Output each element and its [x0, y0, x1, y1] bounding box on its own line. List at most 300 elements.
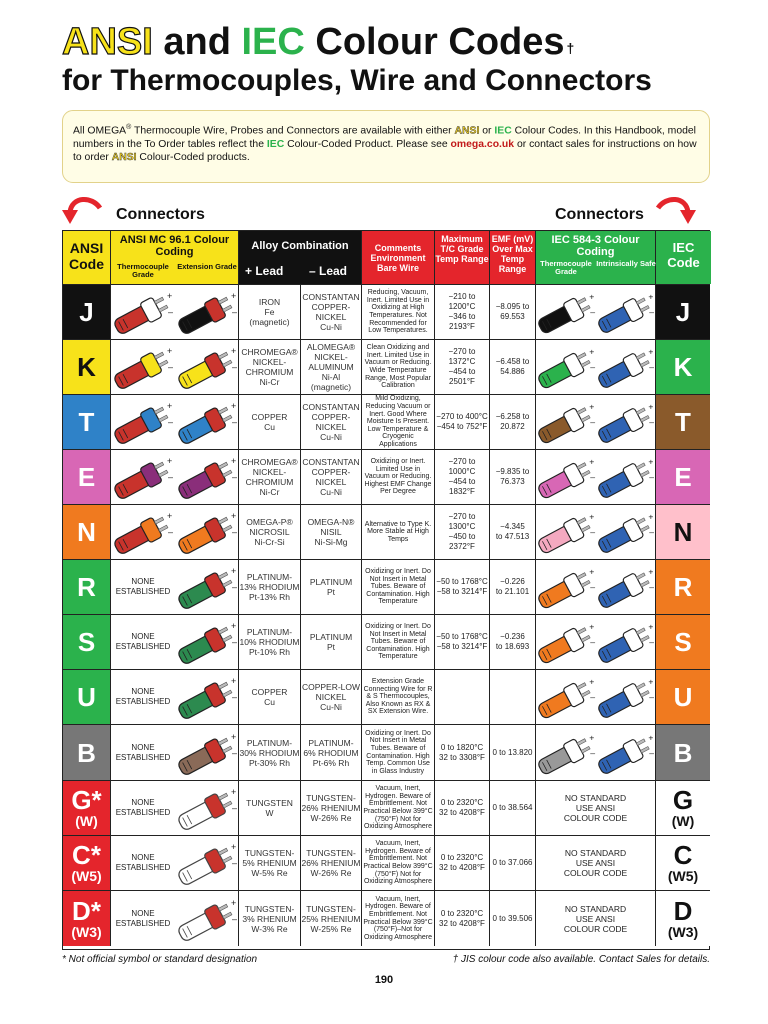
- intro-text: Colour-Coded Product. Please see: [284, 138, 451, 150]
- minus-lead: PLATINUM Pt: [301, 615, 362, 669]
- connector-plug-icon: [596, 674, 655, 720]
- header-iec-safe: Intrinsically Safe: [596, 259, 656, 268]
- plus-lead: TUNGSTEN- 3% RHENIUM W-3% Re: [239, 891, 301, 946]
- intro-text: All OMEGA: [73, 125, 127, 137]
- svg-text:+: +: [230, 731, 236, 742]
- svg-text:–: –: [590, 581, 596, 592]
- minus-lead: CONSTANTAN COPPER- NICKEL Cu-Ni: [301, 450, 362, 504]
- connector-plug-icon: [596, 454, 655, 500]
- header-ansi-code: ANSI Code: [63, 231, 111, 284]
- ansi-ext-connector: [175, 891, 239, 946]
- comments: Reducing, Vacuum, Inert. Limited Use in Oxidizing at High Temperatures. Not Recommended for Low Temperatures.: [362, 285, 435, 339]
- svg-text:–: –: [231, 527, 237, 537]
- intro-text: or contact sales for instructions on how to order: [73, 138, 697, 164]
- iec-tc-connector: [536, 450, 596, 504]
- temp-range: 0 to 2320°C 32 to 4208°F: [435, 781, 490, 835]
- svg-text:–: –: [231, 472, 237, 482]
- comments: Vacuum, Inert, Hydrogen. Beware of Embrittlement. Not Practical Below 399°C (750°F) Not for Oxidizing Atmosphere: [362, 836, 435, 890]
- svg-text:+: +: [230, 346, 236, 356]
- emf-range: −0.226 to 21.101: [490, 560, 536, 614]
- ansi-code-cell: [63, 560, 111, 614]
- ansi-code-cell: [63, 505, 111, 559]
- temp-range: −270 to 1300°C −450 to 2372°F: [435, 505, 490, 559]
- connector-plug-icon: [536, 674, 596, 720]
- none-established: NONE ESTABLISHED: [115, 742, 171, 762]
- svg-text:–: –: [649, 636, 655, 647]
- ansi-code-alt: (W5): [71, 868, 102, 884]
- temp-range: −270 to 400°C −454 to 752°F: [435, 395, 490, 449]
- intro-iec: IEC: [494, 125, 512, 137]
- comments: Oxidizing or Inert. Do Not Insert in Metal Tubes. Beware of Contamination. High Temp. Common Use in Glass Industry: [362, 725, 435, 780]
- iec-code-cell: [656, 615, 710, 669]
- curved-arrow-left-icon: [58, 194, 108, 234]
- comments: Alternative to Type K. More Stable at High Temps: [362, 505, 435, 559]
- header-minus-lead: – Lead: [309, 264, 348, 278]
- svg-text:–: –: [231, 747, 237, 758]
- intro-box: [62, 110, 710, 183]
- connector-plug-icon: [536, 730, 596, 776]
- svg-text:+: +: [589, 566, 595, 577]
- comments: Vacuum, Inert, Hydrogen. Beware of Embrittlement. Not Practical Below 399°C (750°F) Not for Oxidizing Atmosphere: [362, 781, 435, 835]
- svg-text:+: +: [589, 291, 595, 302]
- table-row: [63, 724, 709, 780]
- minus-lead: PLATINUM Pt: [301, 560, 362, 614]
- header-alloy: [239, 231, 362, 284]
- ansi-ext-connector: [175, 781, 239, 835]
- svg-text:+: +: [589, 401, 595, 412]
- minus-lead: OMEGA-N® NISIL Ni-Si-Mg: [301, 505, 362, 559]
- table-row: [63, 669, 709, 724]
- svg-text:–: –: [168, 417, 174, 427]
- ansi-ext-connector: [175, 725, 239, 780]
- connector-plug-icon: [112, 454, 174, 500]
- iec-safe-connector: [596, 395, 656, 449]
- header-tc-grade: Thermocouple Grade: [117, 262, 169, 279]
- minus-lead: TUNGSTEN- 25% RHENIUM W-25% Re: [301, 891, 362, 946]
- header-emf: EMF (mV) Over Max Temp Range: [490, 231, 536, 284]
- header-max-temp: Maximum T/C Grade Temp Range: [435, 231, 490, 284]
- connector-plug-icon: [596, 564, 655, 610]
- temp-range: −50 to 1768°C −58 to 3214°F: [435, 615, 490, 669]
- connector-plug-icon: [596, 399, 655, 445]
- iec-tc-connector: [536, 395, 596, 449]
- iec-code: S: [674, 627, 692, 657]
- minus-lead: PLATINUM- 6% RHODIUM Pt-6% Rh: [301, 725, 362, 780]
- iec-code-cell: [656, 505, 710, 559]
- intro-ansi: ANSI: [454, 125, 480, 137]
- iec-tc-connector: [536, 505, 596, 559]
- no-standard: NO STANDARD USE ANSI COLOUR CODE: [536, 891, 656, 946]
- connector-plug-icon: [536, 289, 596, 335]
- none-established: NONE ESTABLISHED: [115, 908, 171, 928]
- iec-code-cell: [656, 781, 710, 835]
- iec-tc-connector: [536, 725, 596, 780]
- footnote-jis: † JIS colour code also available. Contact Sales for details.: [452, 954, 710, 965]
- svg-text:+: +: [230, 676, 236, 686]
- connectors-label-ansi: Connectors: [116, 206, 205, 223]
- svg-text:+: +: [230, 456, 236, 466]
- iec-safe-connector: [596, 340, 656, 394]
- emf-range: 0 to 37.066: [490, 836, 536, 890]
- iec-code-cell: [656, 891, 710, 946]
- svg-text:–: –: [649, 526, 655, 537]
- svg-text:+: +: [230, 291, 236, 301]
- svg-text:–: –: [231, 417, 237, 427]
- svg-text:+: +: [589, 731, 595, 742]
- no-standard: NO STANDARD USE ANSI COLOUR CODE: [536, 781, 656, 835]
- connector-plug-icon: [112, 399, 174, 445]
- minus-lead: COPPER-LOW NICKEL Cu-Ni: [301, 670, 362, 724]
- curved-arrow-right-icon: [652, 194, 708, 234]
- svg-text:–: –: [590, 471, 596, 482]
- ansi-code: J: [79, 297, 94, 327]
- iec-code: T: [675, 407, 691, 437]
- ansi-code-cell: [63, 340, 111, 394]
- emf-range: 0 to 13.820: [490, 725, 536, 780]
- ansi-code: U: [77, 682, 96, 712]
- header-alloy-title: Alloy Combination: [251, 240, 349, 252]
- iec-safe-connector: [596, 615, 656, 669]
- emf-range: −9.835 to 76.373: [490, 450, 536, 504]
- table-row: [63, 339, 709, 394]
- header-plus-lead: + Lead: [245, 264, 284, 278]
- website-link[interactable]: omega.co.uk: [450, 138, 515, 150]
- iec-code: G: [672, 785, 694, 815]
- svg-text:–: –: [231, 582, 237, 592]
- emf-range: −6.258 to 20.872: [490, 395, 536, 449]
- ansi-code-cell: [63, 670, 111, 724]
- ansi-code: C*: [72, 840, 101, 870]
- header-ansi-mc-title: ANSI MC 96.1 Colour Coding: [119, 234, 230, 258]
- iec-code: J: [675, 297, 691, 327]
- svg-text:–: –: [649, 747, 655, 758]
- ansi-code-cell: [63, 285, 111, 339]
- plus-lead: PLATINUM- 13% RHODIUM Pt-13% Rh: [239, 560, 301, 614]
- ansi-ext-connector: [175, 836, 239, 890]
- table-row: [63, 559, 709, 614]
- ansi-tc-connector: [111, 285, 175, 339]
- table-row: [63, 835, 709, 890]
- temp-range: −50 to 1768°C −58 to 3214°F: [435, 560, 490, 614]
- minus-lead: CONSTANTAN COPPER- NICKEL Cu-Ni: [301, 285, 362, 339]
- none-established: NONE ESTABLISHED: [115, 853, 171, 872]
- connector-plug-icon: [536, 344, 596, 390]
- ansi-code-alt: (W): [75, 813, 98, 829]
- svg-text:+: +: [230, 511, 236, 521]
- ansi-ext-connector: [175, 560, 239, 614]
- connector-plug-icon: [536, 564, 596, 610]
- svg-text:+: +: [648, 401, 654, 412]
- svg-text:+: +: [648, 346, 654, 357]
- svg-text:–: –: [590, 691, 596, 702]
- connector-plug-icon: [596, 730, 655, 776]
- svg-text:–: –: [168, 472, 174, 482]
- table-row: [63, 284, 709, 339]
- header-comments: Comments Environment Bare Wire: [362, 231, 435, 284]
- connectors-label-iec: Connectors: [555, 206, 644, 223]
- header-iec584: [536, 231, 656, 284]
- connector-plug-icon: [176, 344, 238, 390]
- ansi-code: B: [77, 737, 96, 768]
- iec-tc-connector: [536, 615, 596, 669]
- ansi-code: G*: [71, 785, 102, 815]
- minus-lead: ALOMEGA® NICKEL- ALUMINUM Ni-Al (magnetic): [301, 340, 362, 394]
- comments: Vacuum, Inert, Hydrogen. Beware of Embrittlement. Not Practical Below 399°C (750°F)–Not for Oxidizing Atmosphere: [362, 891, 435, 946]
- plus-lead: CHROMEGA® NICKEL- CHROMIUM Ni-Cr: [239, 450, 301, 504]
- temp-range: [435, 670, 490, 724]
- colour-code-table: [62, 230, 710, 950]
- ansi-tc-connector: [111, 395, 175, 449]
- ansi-ext-connector: [175, 670, 239, 724]
- svg-text:–: –: [590, 361, 596, 372]
- ansi-ext-connector: [175, 285, 239, 339]
- svg-text:+: +: [230, 787, 236, 797]
- svg-text:–: –: [590, 416, 596, 427]
- svg-text:–: –: [649, 306, 655, 317]
- svg-text:–: –: [231, 913, 237, 924]
- footnote-official: * Not official symbol or standard designation: [62, 954, 258, 965]
- svg-text:–: –: [649, 361, 655, 372]
- svg-text:–: –: [231, 692, 237, 702]
- header-iec584-title: IEC 584-3 Colour Coding: [551, 234, 640, 258]
- ansi-code-cell: [63, 781, 111, 835]
- iec-safe-connector: [596, 450, 656, 504]
- iec-code: D: [673, 895, 693, 926]
- plus-lead: TUNGSTEN- 5% RHENIUM W-5% Re: [239, 836, 301, 890]
- plus-lead: CHROMEGA® NICKEL- CHROMIUM Ni-Cr: [239, 340, 301, 394]
- svg-text:+: +: [589, 621, 595, 632]
- connector-plug-icon: [536, 399, 596, 445]
- comments: Extension Grade Connecting Wire for R & S Thermocouples, Also Known as RX & SX Extension Wire.: [362, 670, 435, 724]
- iec-code: B: [673, 737, 693, 768]
- minus-lead: CONSTANTAN COPPER- NICKEL Cu-Ni: [301, 395, 362, 449]
- table-row: [63, 449, 709, 504]
- ansi-code-cell: [63, 836, 111, 890]
- ansi-code: K: [77, 352, 96, 382]
- emf-range: 0 to 38.564: [490, 781, 536, 835]
- connector-plug-icon: [112, 509, 174, 555]
- plus-lead: TUNGSTEN W: [239, 781, 301, 835]
- svg-text:–: –: [590, 526, 596, 537]
- temp-range: −210 to 1200°C −346 to 2193°F: [435, 285, 490, 339]
- emf-range: −6.458 to 54.886: [490, 340, 536, 394]
- page-title: [62, 20, 574, 64]
- header-iec-code: IEC Code: [656, 231, 711, 284]
- ansi-tc-connector: [111, 505, 175, 559]
- intro-text: Colour-Coded products.: [136, 152, 250, 164]
- table-row: [63, 614, 709, 669]
- title-rest: Colour Codes: [304, 21, 565, 63]
- registered-mark: ®: [126, 124, 132, 131]
- intro-iec: IEC: [266, 138, 285, 150]
- emf-range: −8.095 to 69.553: [490, 285, 536, 339]
- connector-plug-icon: [536, 619, 596, 665]
- ansi-code: E: [77, 462, 96, 492]
- header-ansi-mc: [111, 231, 239, 284]
- ansi-code: N: [77, 517, 96, 547]
- svg-text:–: –: [168, 362, 174, 372]
- iec-code-alt: (W): [671, 813, 695, 829]
- iec-safe-connector: [596, 505, 656, 559]
- iec-code-cell: [656, 285, 710, 339]
- svg-text:+: +: [167, 401, 173, 411]
- svg-text:+: +: [589, 456, 595, 467]
- title-ansi: ANSI: [62, 21, 153, 63]
- ansi-ext-connector: [175, 505, 239, 559]
- connector-plug-icon: [112, 289, 174, 335]
- ansi-code: S: [77, 627, 96, 657]
- svg-text:+: +: [589, 511, 595, 522]
- ansi-code-cell: [63, 725, 111, 780]
- svg-text:–: –: [231, 858, 237, 868]
- svg-text:+: +: [648, 291, 654, 302]
- svg-text:–: –: [231, 637, 237, 647]
- svg-text:+: +: [589, 676, 595, 687]
- connector-plug-icon: [176, 840, 238, 886]
- svg-text:–: –: [231, 362, 237, 372]
- none-established: NONE ESTABLISHED: [115, 577, 171, 596]
- svg-text:+: +: [648, 511, 654, 522]
- svg-text:–: –: [649, 691, 655, 702]
- svg-text:–: –: [590, 747, 596, 758]
- ansi-code-cell: [63, 615, 111, 669]
- connector-plug-icon: [112, 344, 174, 390]
- svg-text:+: +: [648, 621, 654, 632]
- svg-text:+: +: [167, 291, 173, 301]
- connector-plug-icon: [536, 509, 596, 555]
- iec-code-cell: [656, 836, 710, 890]
- ansi-ext-connector: [175, 615, 239, 669]
- svg-text:+: +: [230, 401, 236, 411]
- svg-text:–: –: [649, 416, 655, 427]
- connector-plug-icon: [176, 454, 238, 500]
- iec-code: E: [674, 462, 692, 492]
- iec-code: N: [673, 517, 693, 547]
- comments: Clean Oxidizing and Inert. Limited Use in Vacuum or Reducing. Wide Temperature Range, Most Popular Calibration: [362, 340, 435, 394]
- ansi-ext-connector: [175, 340, 239, 394]
- header-ext-grade: Extension Grade: [177, 262, 237, 271]
- page-subtitle: for Thermocouples, Wire and Connectors: [62, 64, 652, 97]
- iec-code-cell: [656, 560, 710, 614]
- iec-safe-connector: [596, 725, 656, 780]
- intro-text: Colour Codes. In this Handbook, model numbers in the To Order tables reflect the: [73, 125, 696, 150]
- emf-range: −0.236 to 18.693: [490, 615, 536, 669]
- iec-code-alt: (W5): [667, 868, 699, 884]
- iec-tc-connector: [536, 285, 596, 339]
- ansi-tc-connector: [111, 450, 175, 504]
- iec-code: K: [673, 352, 693, 382]
- svg-text:+: +: [648, 456, 654, 467]
- intro-text: or: [479, 125, 495, 137]
- svg-text:+: +: [167, 511, 173, 521]
- table-row: [63, 890, 709, 946]
- title-iec: IEC: [241, 21, 305, 63]
- intro-ansi: ANSI: [111, 152, 137, 164]
- svg-text:+: +: [167, 456, 173, 466]
- connector-plug-icon: [176, 896, 238, 942]
- title-and: and: [152, 21, 242, 63]
- iec-code-cell: [656, 340, 710, 394]
- no-standard: NO STANDARD USE ANSI COLOUR CODE: [536, 836, 656, 890]
- ansi-code: R: [77, 572, 96, 602]
- plus-lead: PLATINUM- 30% RHODIUM Pt-30% Rh: [239, 725, 301, 780]
- iec-tc-connector: [536, 670, 596, 724]
- plus-lead: IRON Fe (magnetic): [239, 285, 301, 339]
- connector-plug-icon: [176, 289, 238, 335]
- ansi-ext-connector: [175, 450, 239, 504]
- connector-plug-icon: [176, 619, 238, 665]
- iec-code: C: [673, 840, 693, 870]
- ansi-code-cell: [63, 450, 111, 504]
- svg-text:–: –: [649, 581, 655, 592]
- iec-code-cell: [656, 725, 710, 780]
- svg-text:+: +: [589, 346, 595, 357]
- table-row: [63, 504, 709, 559]
- none-established: NONE ESTABLISHED: [115, 687, 171, 706]
- none-established: NONE ESTABLISHED: [115, 798, 171, 817]
- iec-safe-connector: [596, 285, 656, 339]
- table-row: [63, 394, 709, 449]
- intro-text: Thermocouple Wire, Probes and Connectors are available with either: [131, 125, 455, 137]
- svg-text:+: +: [167, 346, 173, 356]
- connector-plug-icon: [176, 509, 238, 555]
- ansi-code: T: [78, 407, 95, 437]
- connector-plug-icon: [176, 785, 238, 831]
- svg-text:+: +: [230, 842, 236, 852]
- connector-plug-icon: [176, 399, 238, 445]
- title-dagger: †: [566, 40, 575, 56]
- ansi-code: D*: [72, 895, 101, 926]
- svg-text:–: –: [231, 307, 237, 317]
- ansi-code-cell: [63, 395, 111, 449]
- iec-code-cell: [656, 670, 710, 724]
- iec-code-cell: [656, 450, 710, 504]
- none-established: NONE ESTABLISHED: [115, 632, 171, 651]
- temp-range: −270 to 1372°C −454 to 2501°F: [435, 340, 490, 394]
- plus-lead: PLATINUM- 10% RHODIUM Pt-10% Rh: [239, 615, 301, 669]
- comments: Oxidizing or Inert. Limited Use in Vacuum or Reducing. Highest EMF Change Per Degree: [362, 450, 435, 504]
- emf-range: [490, 670, 536, 724]
- iec-safe-connector: [596, 560, 656, 614]
- comments: Mild Oxidizing, Reducing Vacuum or Inert. Good Where Moisture Is Present. Low Temperature & Cryogenic Applications: [362, 395, 435, 449]
- connector-plug-icon: [536, 454, 596, 500]
- iec-code-cell: [656, 395, 710, 449]
- emf-range: 0 to 39.506: [490, 891, 536, 946]
- svg-text:–: –: [590, 636, 596, 647]
- iec-tc-connector: [536, 560, 596, 614]
- minus-lead: TUNGSTEN- 26% RHENIUM W-26% Re: [301, 781, 362, 835]
- svg-text:+: +: [648, 676, 654, 687]
- connector-plug-icon: [596, 509, 655, 555]
- plus-lead: COPPER Cu: [239, 670, 301, 724]
- connector-plug-icon: [596, 289, 655, 335]
- temp-range: 0 to 2320°C 32 to 4208°F: [435, 836, 490, 890]
- temp-range: −270 to 1000°C −454 to 1832°F: [435, 450, 490, 504]
- svg-text:–: –: [168, 527, 174, 537]
- ansi-code-alt: (W3): [71, 923, 102, 940]
- iec-tc-connector: [536, 340, 596, 394]
- svg-text:–: –: [649, 471, 655, 482]
- comments: Oxidizing or Inert. Do Not Insert in Metal Tubes. Beware of Contamination. High Temperature: [362, 560, 435, 614]
- svg-text:+: +: [648, 566, 654, 577]
- ansi-code-cell: [63, 891, 111, 946]
- connector-plug-icon: [596, 619, 655, 665]
- iec-code: U: [673, 682, 693, 712]
- svg-text:+: +: [230, 621, 236, 631]
- ansi-ext-connector: [175, 395, 239, 449]
- temp-range: 0 to 2320°C 32 to 4208°F: [435, 891, 490, 946]
- header-iec-tc-grade: Thermocouple Grade: [540, 259, 592, 276]
